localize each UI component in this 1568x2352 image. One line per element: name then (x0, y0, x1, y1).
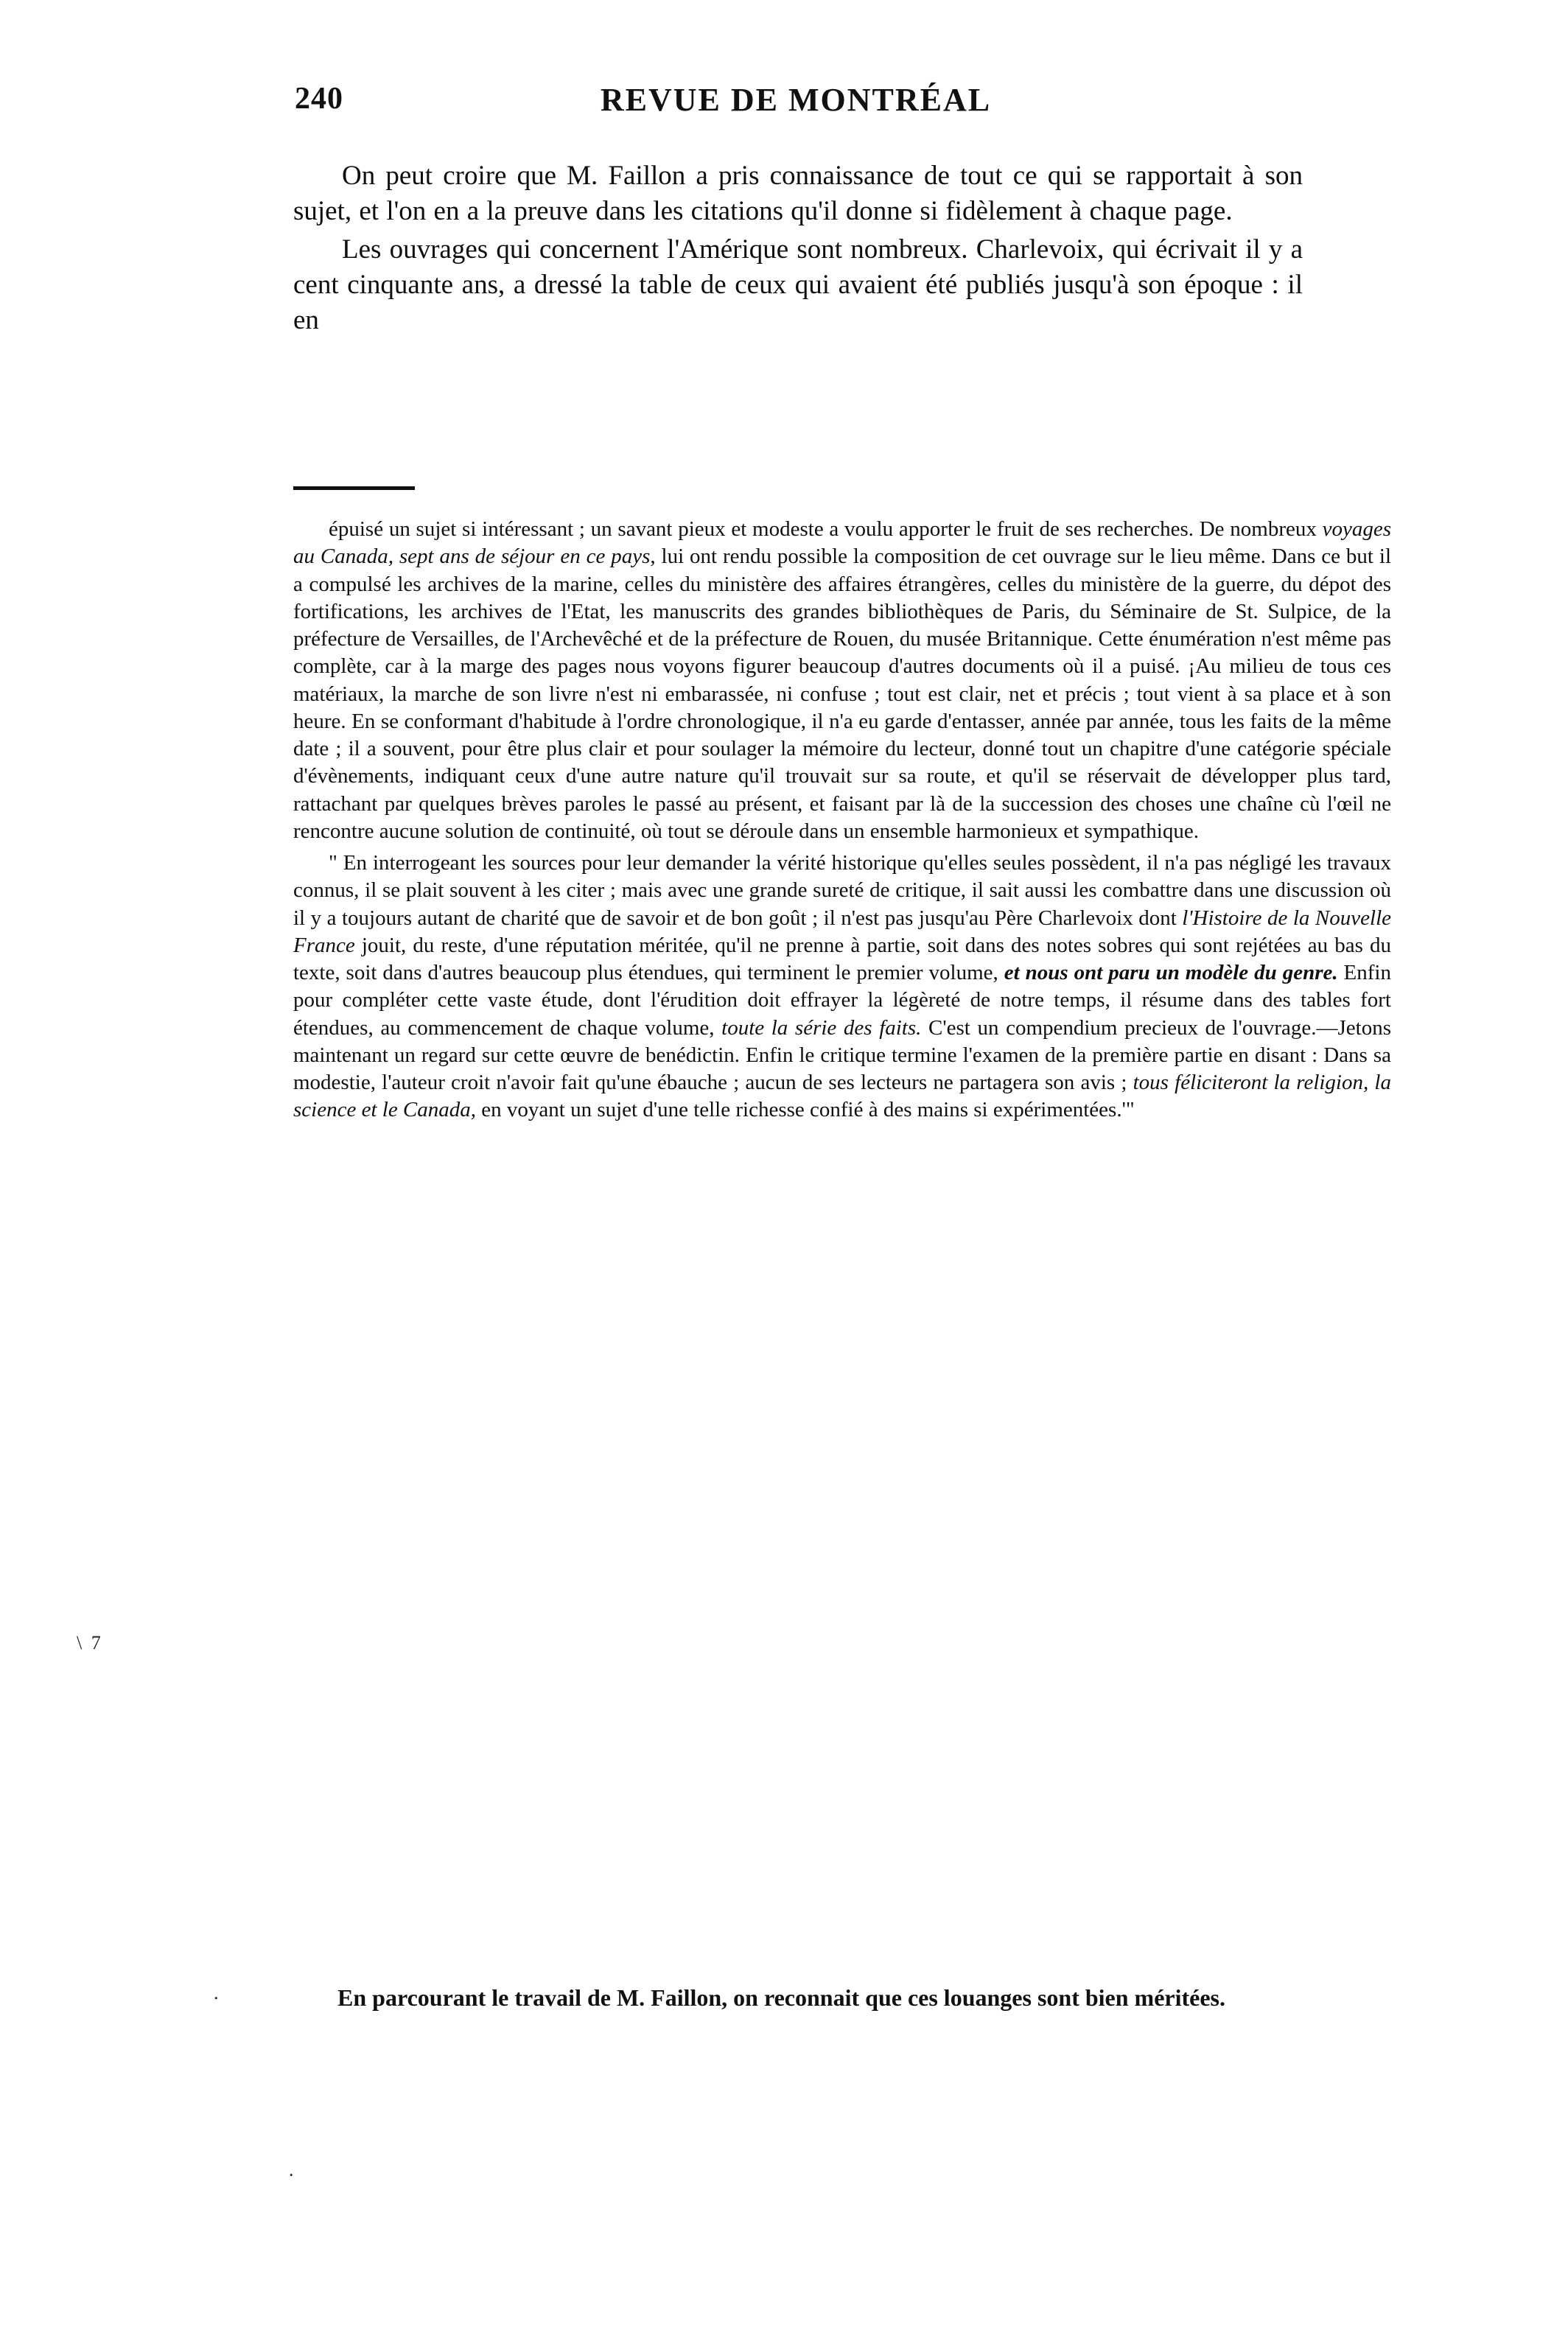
footnote-italic-phrase: tous féliciteront la religion, la science et le Canada, (293, 1071, 1391, 1122)
footnote-text: lui ont rendu possible la composition de cet ouvrage sur le lieu même. Dans ce but il a compulsé les archives de la marine, celles du ministère des affaires étrangères, celles du ministère de la guerre, du dépot des fortifications, les archives de l'Etat, les manuscrits des grandes bibliothèques de Paris, du Séminaire de St. Sulpice, de la préfecture de Versailles, de l'Archevêché et de la préfecture de Rouen, du musée Britannique. Cette énumération n'est même pas complète, car à la marge des pages nous voyons figurer beaucoup d'autres documents où il a puisé. ¡Au milieu de tous ces matériaux, la marche de son livre n'est ni embarassée, ni confuse ; tout est clair, net et précis ; tout vient à sa place et à son heure. En se conformant d'habitude à l'ordre chronologique, il n'a eu garde d'entasser, année par année, tous les faits de la même date ; il a souvent, pour être plus clair et pour soulager la mémoire du lecteur, donné tout un chapitre d'une catégorie spéciale d'évènements, indiquant ceux d'une autre nature qu'il trouvait sur sa route, et qu'il se réservait de développer plus tard, rattachant par quelques brèves paroles le passé au présent, et faisant par là de la succession des choses une chaîne cù l'œil ne rencontre aucune solution de continuité, où tout se déroule dans un ensemble harmonieux et sympathique. (293, 545, 1391, 843)
running-title: REVUE DE MONTRÉAL (600, 82, 992, 118)
closing-paragraph-block (293, 1982, 1391, 2013)
footnote-text: épuisé un sujet si intéressant ; un savant pieux et modeste a voulu apporter le fruit de ses recherches. De nombreux (329, 517, 1323, 541)
footnote-text: C'est un compendium precieux de l'ouvrage.—Jetons maintenant un regard sur cette œuvre de benédictin. Enfin le critique termine l'examen de la première partie en disant : Dans sa modestie, l'auteur croit n'avoir fait qu'une ébauche ; aucun de ses lecteurs ne partagera son avis ; (293, 1015, 1391, 1094)
footnote-text: " En interrogeant les sources pour leur demander la vérité historique qu'elles seules possèdent, il n'a pas négligé les travaux connus, il se plait souvent à les citer ; mais avec une grande sureté de critique, il sait aussi les combattre dans une discussion où il y a toujours autant de charité que de savoir et de bon goût ; il n'est pas jusqu'au Père Charlevoix dont (293, 851, 1391, 930)
body-paragraph: On peut croire que M. Faillon a pris connaissance de tout ce qui se rapportait à son sujet, et l'on en a la preuve dans les citations qu'il donne si fidèlement à chaque page. (293, 161, 1303, 227)
footnote-text: en voyant un sujet d'une telle richesse confié à des mains si expérimentées.'" (476, 1098, 1135, 1122)
footnote-paragraph (293, 850, 1391, 1124)
page-number: 240 (295, 82, 343, 116)
footnote-italic-phrase: toute la série des faits. (721, 1015, 922, 1040)
stray-dot-mark: . (214, 1982, 219, 2003)
footnote-paragraph (293, 516, 1391, 845)
margin-mark: \ 7 (77, 1632, 103, 1653)
footnote-italic-title: voyages au Canada, sept ans de séjour en ce pays, (293, 517, 1391, 569)
footnote-separator-rule (293, 486, 415, 490)
page-header (295, 81, 1297, 125)
footnote-block (293, 516, 1391, 1124)
footnote-text: Enfin pour compléter cette vaste étude, dont l'érudition doit effrayer la légèreté de notre temps, il résume dans des tables fort étendues, au commencement de chaque volume, (293, 961, 1391, 1040)
footnote-italic-title: l'Histoire de la Nouvelle France (293, 906, 1392, 957)
closing-paragraph: En parcourant le travail de M. Faillon, on reconnait que ces louanges sont bien méritées. (337, 1984, 1225, 2011)
body-paragraph: Les ouvrages qui concernent l'Amérique sont nombreux. Charlevoix, qui écrivait il y a cent cinquante ans, a dressé la table de ceux qui avaient été publiés jusqu'à son époque : il en (293, 234, 1303, 336)
footnote-text: jouit, du reste, d'une réputation méritée, qu'il ne prenne à partie, soit dans des notes sobres qui sont rejétées au bas du texte, soit dans d'autres beaucoup plus étendues, qui terminent le premier volume, (293, 933, 1391, 984)
footnote-bold-italic: et nous ont paru un modèle du genre. (1004, 961, 1338, 984)
body-text (293, 158, 1303, 341)
stray-dot-mark: . (289, 2159, 294, 2180)
